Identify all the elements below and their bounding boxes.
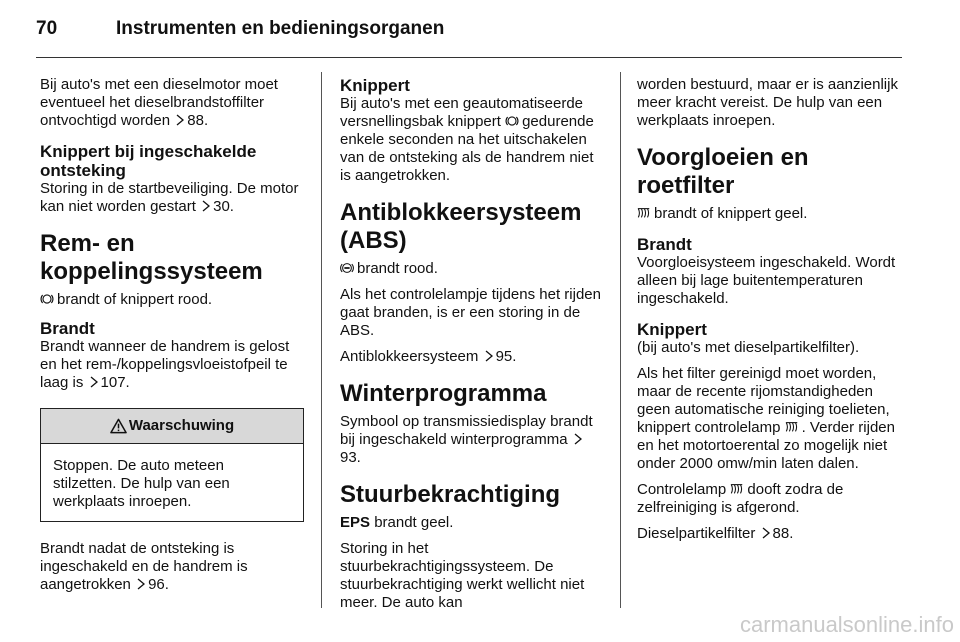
paragraph: Als het filter gereinigd moet worden, maar de recente rijomstandigheden geen automatische reiniging toelieten, knippert controlelamp . Verder rijden en het motortoerental zo mogelijk niet onder 2000 omw/min laten dalen. [637, 365, 895, 472]
header-divider [36, 57, 902, 58]
column-3 [637, 76, 905, 551]
paragraph: Brandt wanneer de handrem is gelost en het rem-/koppelingsvloeistofpeil te laag is 107. [40, 338, 290, 391]
page-title: Instrumenten en bedieningsorganen [116, 18, 445, 39]
section-title: Voorgloeien en roetfilter [637, 144, 809, 199]
paragraph: Bij auto's met een geautomatiseerde versnellingsbak knippert gedurende enkele seconden na het uitschakelen van de ontsteking als de handrem niet is aangetrokken. [340, 95, 594, 184]
section-heading: Brandt [637, 235, 692, 254]
page-header [36, 14, 902, 54]
page-number: 70 [36, 18, 58, 39]
warning-box [40, 408, 304, 522]
page-reference[interactable]: 30. [213, 198, 234, 215]
paragraph: EPS brandt geel. [340, 514, 454, 531]
paragraph: Controlelamp dooft zodra de zelfreiniging is afgerond. [637, 481, 844, 516]
page-reference[interactable]: 96. [148, 576, 169, 593]
abs-warning-icon [340, 261, 354, 275]
paragraph: worden bestuurd, maar er is aanzienlijk meer kracht vereist. De hulp van een werkplaats inroepen. [637, 76, 898, 129]
page-reference-icon [485, 350, 493, 362]
section-title: Rem- en koppelingssysteem [40, 230, 263, 285]
brake-warning-icon [505, 114, 519, 128]
eps-indicator: EPS [340, 514, 371, 531]
paragraph: (bij auto's met dieselpartikelfilter). [637, 339, 860, 356]
page-reference-icon [137, 578, 145, 590]
paragraph: Storing in de startbeveiliging. De motor kan niet worden gestart 30. [40, 180, 299, 215]
glow-plug-icon [785, 420, 799, 434]
column-divider [321, 72, 322, 608]
paragraph: Brandt nadat de ontsteking is ingeschakeld en de handrem is aangetrokken 96. [40, 540, 248, 593]
column-2 [340, 76, 605, 620]
page-reference[interactable]: 88. [772, 525, 794, 542]
paragraph: brandt of knippert geel. [637, 205, 905, 223]
paragraph: brandt of knippert rood. [40, 291, 304, 309]
glow-plug-icon [730, 482, 744, 496]
page-reference-icon [762, 527, 770, 539]
paragraph: Als het controlelampje tijdens het rijden gaat branden, is er een storing in de ABS. [340, 286, 601, 339]
glow-plug-icon [637, 206, 651, 220]
column-divider [620, 72, 621, 608]
paragraph: Dieselpartikelfilter 88. [637, 525, 794, 542]
page-reference-icon [176, 114, 184, 126]
intro-paragraph: Bij auto's met een dieselmotor moet eventueel het dieselbrandstoffilter ontvochtigd worden 88. [40, 76, 278, 129]
warning-triangle-icon [110, 418, 127, 434]
section-heading: Brandt [40, 319, 95, 338]
paragraph: Antiblokkeersysteem 95. [340, 348, 517, 365]
section-heading: Knippert [637, 320, 707, 339]
warning-text: Stoppen. De auto meteen stilzetten. De hulp van een werkplaats inroepen. [53, 457, 230, 510]
page-reference-icon [202, 200, 210, 212]
page-reference-icon [574, 433, 582, 445]
warning-header [41, 409, 303, 444]
page-reference-icon [90, 376, 98, 388]
page-reference[interactable]: 88. [187, 112, 209, 129]
column-1 [40, 76, 304, 602]
section-title: Antiblokkeersysteem (ABS) [340, 199, 582, 254]
section-title: Winterprogramma [340, 380, 547, 407]
paragraph: Voorgloeisysteem ingeschakeld. Wordt alleen bij lage buitentemperaturen ingeschakeld. [637, 254, 896, 307]
section-heading: Knippert bij ingeschakelde ontsteking [40, 142, 257, 180]
section-title: Stuurbekrachtiging [340, 481, 561, 508]
page-reference[interactable]: 93. [340, 449, 361, 466]
warning-title: Waarschuwing [128, 417, 235, 434]
page-reference[interactable]: 107. [100, 374, 130, 391]
paragraph: Symbool op transmissiedisplay brandt bij ingeschakeld winterprogramma 93. [340, 413, 593, 466]
section-heading: Knippert [340, 76, 410, 95]
page-reference[interactable]: 95. [495, 348, 517, 365]
paragraph: brandt rood. [340, 260, 605, 278]
paragraph: Storing in het stuurbekrachtigingssysteem. De stuurbekrachtiging werkt wellicht niet meer. De auto kan [340, 540, 585, 611]
brake-warning-icon [40, 292, 54, 306]
watermark: carmanualsonline.info [739, 612, 954, 637]
